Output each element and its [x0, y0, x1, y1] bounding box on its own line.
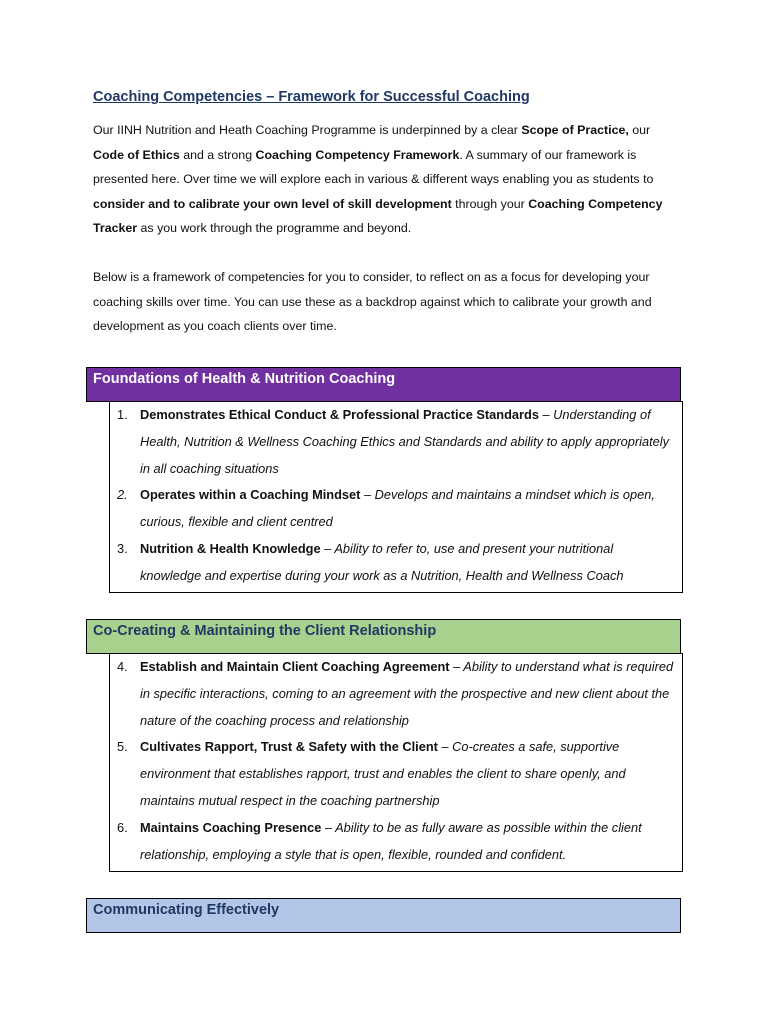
intro-text: as you work through the programme and beyond.: [137, 221, 412, 236]
section-box-foundations: [109, 401, 683, 593]
item-description: – Ability to be as fully aware as possible within the client relationship, employing a style that is open, flexible, rounded and confident.: [140, 819, 642, 862]
item-description: – Understanding of Health, Nutrition & Wellness Coaching Ethics and Standards and ability to apply appropriately in all coaching situations: [140, 407, 669, 476]
section-heading-client-relationship: Co-Creating & Maintaining the Client Relationship: [86, 619, 681, 654]
intro-text: . A summary of our framework is presented here. Over time we will explore each in various & different ways enabling you as students to: [93, 147, 654, 187]
intro-bold-ethics: Code of Ethics: [93, 147, 180, 162]
item-description: – Ability to refer to, use and present your nutritional knowledge and expertise during your work as a Nutrition, Health and Wellness Coach: [140, 540, 624, 583]
page-title: Coaching Competencies – Framework for Successful Coaching: [93, 89, 530, 105]
intro-bold-scope: Scope of Practice,: [521, 123, 629, 137]
section-heading-communicating: Communicating Effectively: [86, 898, 681, 933]
competency-item: [110, 734, 674, 814]
competency-item: [110, 654, 674, 734]
item-number: 4.: [117, 659, 128, 674]
competency-item: [110, 482, 674, 536]
section-box-client-relationship: [109, 653, 683, 872]
item-description: – Co-creates a safe, supportive environment that establishes rapport, trust and enables the client to share openly, and maintains mutual respect in the coaching partnership: [140, 739, 626, 808]
item-number: 3.: [117, 540, 128, 556]
item-number: 1.: [117, 407, 128, 422]
section-heading-foundations: Foundations of Health & Nutrition Coaching: [86, 367, 681, 402]
intro-bold-tracker: Coaching Competency Tracker: [93, 196, 663, 236]
item-title: Nutrition & Health Knowledge: [140, 540, 321, 556]
item-title: Cultivates Rapport, Trust & Safety with the Client: [140, 739, 438, 755]
item-title: Operates within a Coaching Mindset: [140, 487, 361, 503]
item-number: 2.: [117, 487, 128, 503]
item-description: – Develops and maintains a mindset which is open, curious, flexible and client centred: [140, 487, 655, 530]
competency-item: [110, 536, 674, 590]
intro-paragraph-2: Below is a framework of competencies for you to consider, to reflect on as a focus for developing your coaching skills over time. You can use these as a backdrop against which to calibrate your growth and development as you coach clients over time.: [93, 270, 652, 334]
intro-text: Our IINH Nutrition and Heath Coaching Programme is underpinned by a clear: [93, 123, 522, 137]
intro-text: and a strong: [179, 147, 256, 162]
intro-text: through your: [451, 196, 529, 211]
competency-item: [110, 815, 674, 869]
competency-item: [110, 402, 674, 482]
intro-bold-framework: Coaching Competency Framework: [255, 147, 460, 162]
item-title: Demonstrates Ethical Conduct & Professional Practice Standards: [140, 407, 539, 422]
intro-text: our: [628, 123, 651, 137]
intro-bold-calibrate: consider and to calibrate your own level of skill development: [93, 196, 452, 211]
item-title: Establish and Maintain Client Coaching Agreement: [140, 659, 450, 674]
item-number: 6.: [117, 819, 128, 835]
item-title: Maintains Coaching Presence: [140, 819, 322, 835]
item-description: – Ability to understand what is required in specific interactions, coming to an agreement with the prospective and new client about the nature of the coaching process and relationship: [140, 659, 674, 728]
intro-paragraph: [93, 118, 683, 241]
item-number: 5.: [117, 739, 128, 755]
